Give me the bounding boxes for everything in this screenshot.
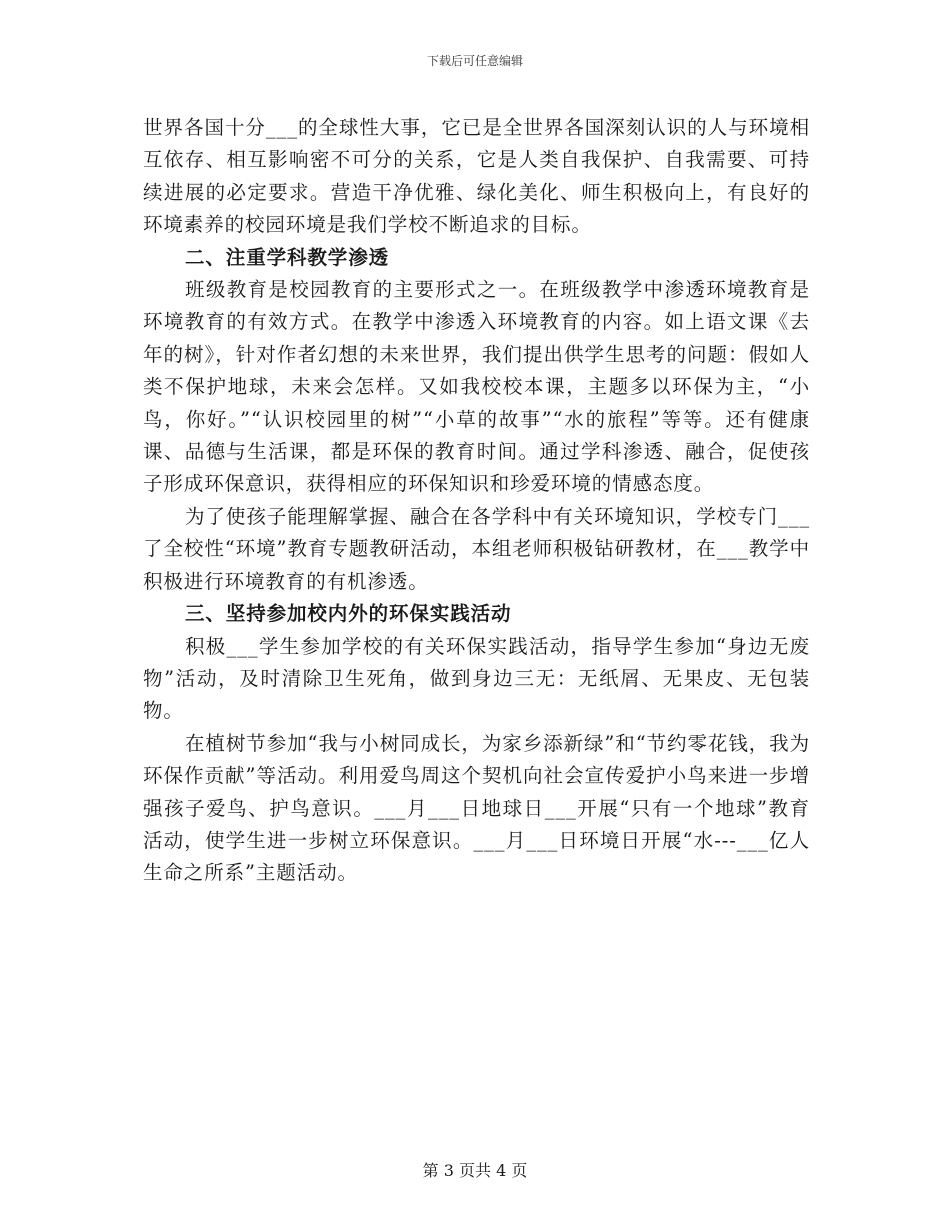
header-note: 下载后可任意编辑 (426, 54, 523, 68)
page-number: 第 3 页共 4 页 (422, 1161, 528, 1180)
section-heading-2: 二、注重学科教学渗透 (185, 245, 390, 269)
section-heading-3: 三、坚持参加校内外的环保实践活动 (185, 602, 512, 626)
paragraph-practice-activities: 积极___学生参加学校的有关环保实践活动，指导学生参加“身边无废物”活动，及时清除卫生死角，做到身边三无：无纸屑、无果皮、无包装物。 (143, 634, 810, 723)
paragraph-intro-continued: 世界各国十分___的全球性大事，它已是全世界各国深刻认识的人与环境相互依存、相互影响密不可分的关系，它是人类自我保护、自我需要、可持续进展的必定要求。营造干净优雅、绿化美化、师生积极向上，有良好的环境素养的校园环境是我们学校不断追求的目标。 (143, 116, 810, 237)
paragraph-class-education: 班级教育是校园教育的主要形式之一。在班级教学中渗透环境教育是环境教育的有效方式。在教学中渗透入环境教育的内容。如上语文课《去年的树》，针对作者幻想的未来世界，我们提出供学生思考的问题：假如人类不保护地球，未来会怎样。又如我校校本课，主题多以环保为主，“小鸟，你好。”“认识校园里的树”“小草的故事”“水的旅程”等等。还有健康课、品德与生活课，都是环保的教育时间。通过学科渗透、融合，促使孩子形成环保意识，获得相应的环保知识和珍爱环境的情感态度。 (143, 278, 810, 496)
paragraph-festival-activities: 在植树节参加“我与小树同成长，为家乡添新绿”和“节约零花钱，我为环保作贡献”等活动。利用爱鸟周这个契机向社会宣传爱护小鸟来进一步增强孩子爱鸟、护鸟意识。___月___日地球日___开展“只有一个地球”教育活动，使学生进一步树立环保意识。___月___日环境日开展“水---___亿人生命之所系”主题活动。 (143, 731, 810, 885)
document-body (143, 112, 810, 890)
paragraph-teaching-research: 为了使孩子能理解掌握、融合在各学科中有关环境知识，学校专门___了全校性“环境”教育专题教研活动，本组老师积极钻研教材，在___教学中积极进行环境教育的有机渗透。 (143, 504, 810, 593)
